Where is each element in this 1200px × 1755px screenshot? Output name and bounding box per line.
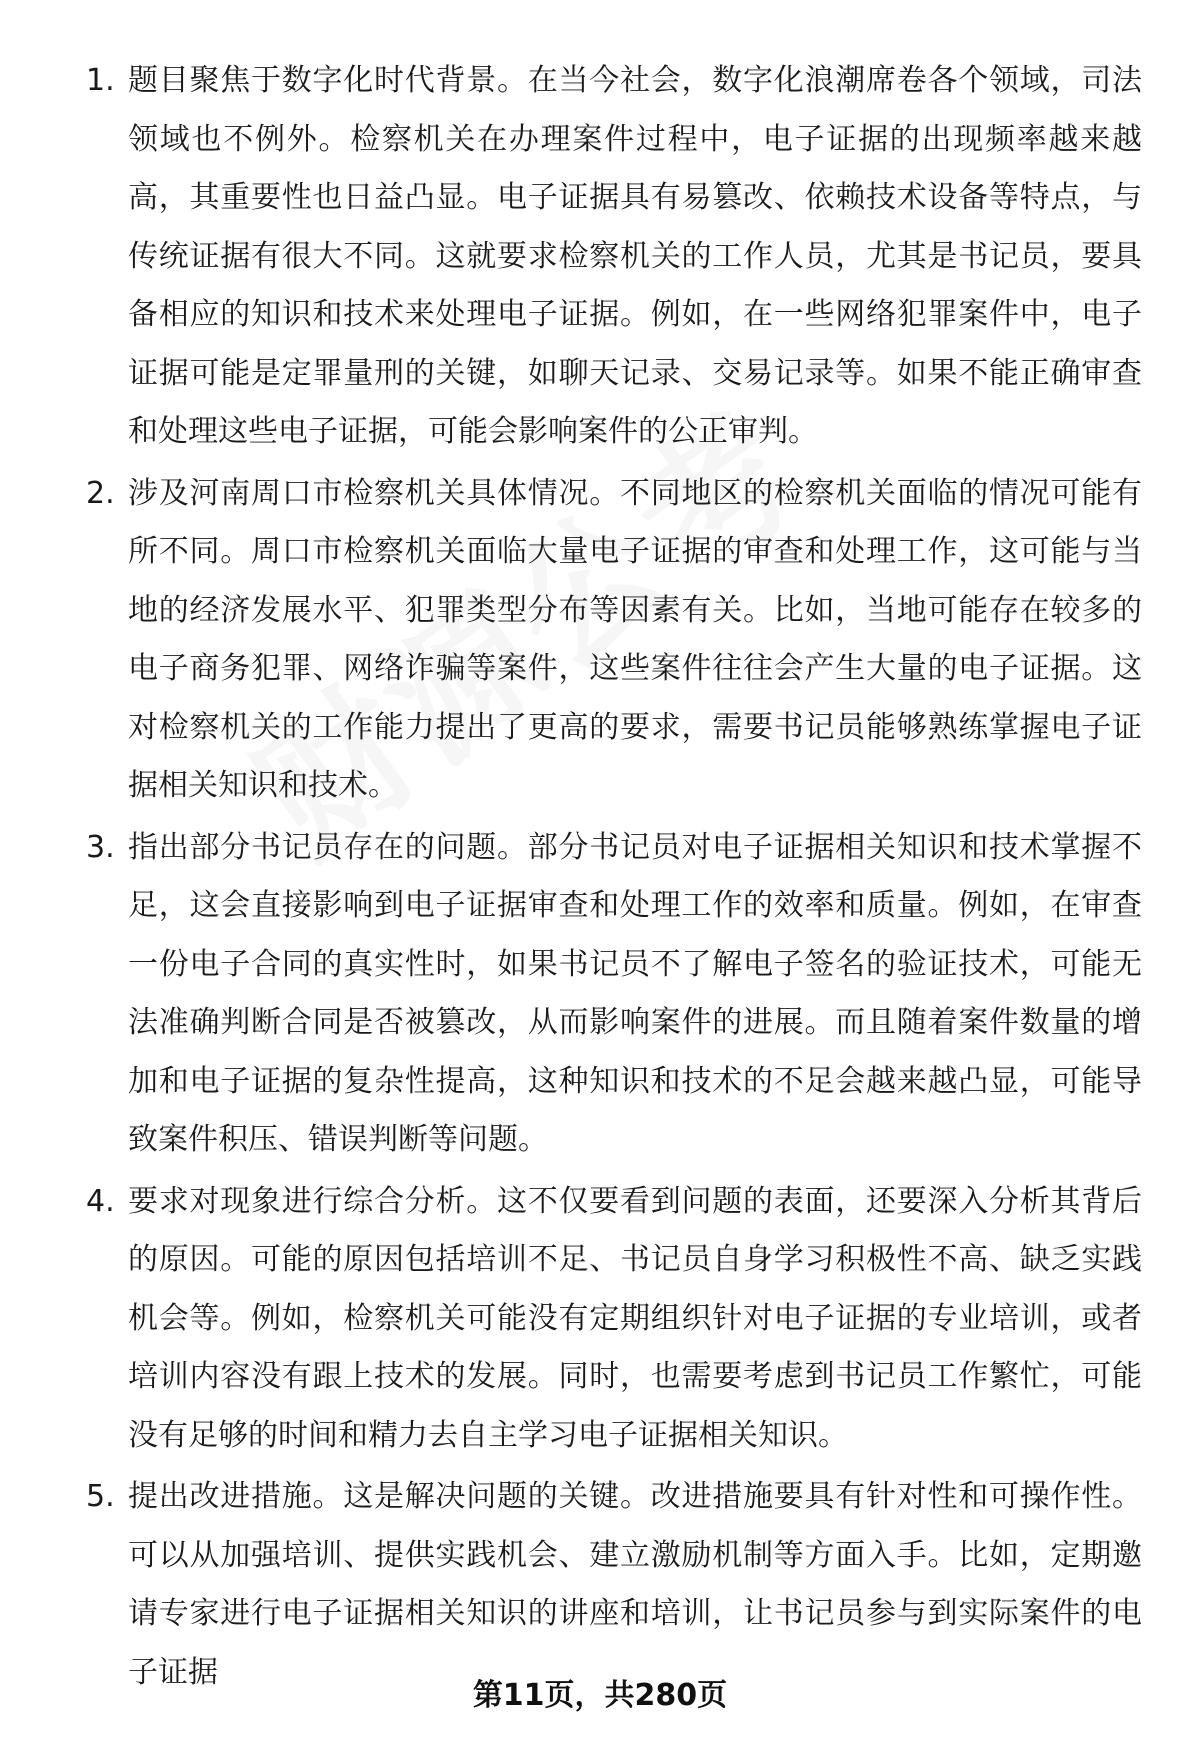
list-item-number: 3.: [86, 829, 115, 865]
list-item: [0, 52, 1200, 462]
list-item: [0, 465, 1200, 816]
document-body: [0, 52, 1200, 1705]
list-item: [0, 819, 1200, 1170]
numbered-list: [0, 52, 1200, 1702]
list-item-text: 要求对现象进行综合分析。这不仅要看到问题的表面，还要深入分析其背后的原因。可能的原因包括培训不足、书记员自身学习积极性不高、缺乏实践机会等。例如，检察机关可能没有定期组织针对电子证据的专业培训，或者培训内容没有跟上技术的发展。同时，也需要考虑到书记员工作繁忙，可能没有足够的时间和精力去自主学习电子证据相关知识。: [128, 1183, 1142, 1453]
list-item-number: 4.: [86, 1183, 115, 1219]
list-item-number: 5.: [86, 1479, 115, 1514]
list-item: [0, 1468, 1200, 1702]
list-item-text: 涉及河南周口市检察机关具体情况。不同地区的检察机关面临的情况可能有所不同。周口市检察机关面临大量电子证据的审查和处理工作，这可能与当地的经济发展水平、犯罪类型分布等因素有关。比如，当地可能存在较多的电子商务犯罪、网络诈骗等案件，这些案件往往会产生大量的电子证据。这对检察机关的工作能力提出了更高的要求，需要书记员能够熟练掌握电子证据相关知识和技术。: [128, 475, 1142, 803]
list-item-text: 指出部分书记员存在的问题。部分书记员对电子证据相关知识和技术掌握不足，这会直接影响到电子证据审查和处理工作的效率和质量。例如，在审查一份电子合同的真实性时，如果书记员不了解电子签名的验证技术，可能无法准确判断合同是否被篡改，从而影响案件的进展。而且随着案件数量的增加和电子证据的复杂性提高，这种知识和技术的不足会越来越凸显，可能导致案件积压、错误判断等问题。: [128, 829, 1142, 1157]
page-number-footer: 第11页，共280页: [472, 1678, 728, 1713]
list-item-number: 2.: [86, 475, 115, 511]
list-item-text: 提出改进措施。这是解决问题的关键。改进措施要具有针对性和可操作性。可以从加强培训、提供实践机会、建立激励机制等方面入手。比如，定期邀请专家进行电子证据相关知识的讲座和培训，让书记员参与到实际案件的电子证据: [128, 1479, 1142, 1690]
list-item: [0, 1173, 1200, 1466]
list-item-number: 1.: [86, 63, 115, 98]
list-item-text: 题目聚焦于数字化时代背景。在当今社会，数字化浪潮席卷各个领域，司法领域也不例外。检察机关在办理案件过程中，电子证据的出现频率越来越高，其重要性也日益凸显。电子证据具有易篡改、依赖技术设备等特点，与传统证据有很大不同。这就要求检察机关的工作人员，尤其是书记员，要具备相应的知识和技术来处理电子证据。例如，在一些网络犯罪案件中，电子证据可能是定罪量刑的关键，如聊天记录、交易记录等。如果不能正确审查和处理这些电子证据，可能会影响案件的公正审判。: [128, 63, 1142, 449]
